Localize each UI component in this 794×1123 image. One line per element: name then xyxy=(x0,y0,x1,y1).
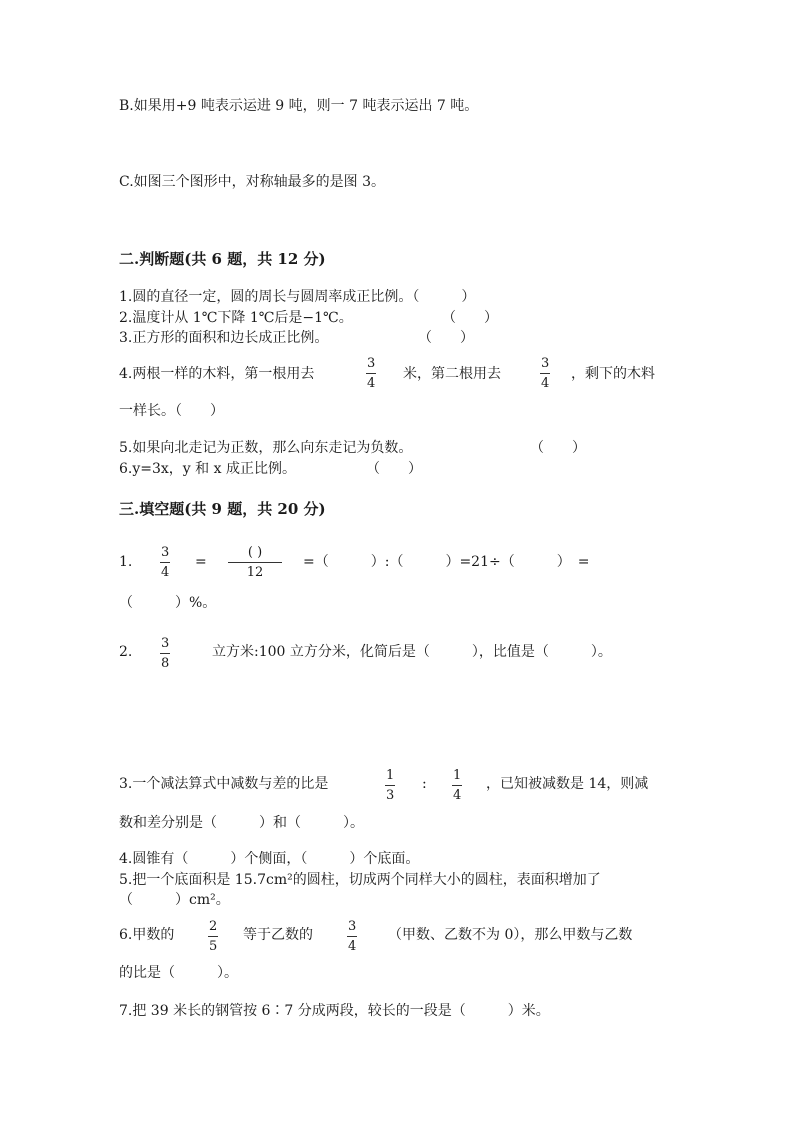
judge-item-3-text: 3.正方形的面积和边长成正比例。 xyxy=(119,330,329,346)
judge-item-3-blank: （ ） xyxy=(418,330,474,346)
fill-item-3-colon: : xyxy=(422,776,427,792)
fill-item-2-num: 2. xyxy=(119,644,133,660)
fill-item-7: 7.把 39 米长的钢管按 6∶7 分成两段，较长的一段是（ ）米。 xyxy=(119,1003,550,1019)
fraction-f1-blank: ( ) 12 xyxy=(228,545,282,580)
option-c: C.如图三个图形中，对称轴最多的是图 3。 xyxy=(119,174,386,190)
section-3-heading: 三.填空题(共 9 题，共 20 分) xyxy=(119,500,326,518)
fraction-f6-second: 3 4 xyxy=(348,919,357,954)
fill-item-4: 4.圆锥有（ ）个侧面，（ ）个底面。 xyxy=(119,851,420,867)
fill-item-1-num: 1. xyxy=(119,554,133,570)
fill-item-3-text: 3.一个减法算式中减数与差的比是 xyxy=(119,776,329,792)
fill-item-1-rest: =（ ）:（ ）=21÷（ ） = xyxy=(303,554,590,570)
judge-item-4-end: ，剩下的木料 xyxy=(571,366,655,382)
fill-item-3-cont: 数和差分别是（ ）和（ ）。 xyxy=(119,815,364,831)
fraction-f2: 3 8 xyxy=(161,636,170,671)
fill-item-6-cont: 的比是（ ）。 xyxy=(119,965,238,981)
fraction-j4-first: 3 4 xyxy=(367,356,376,391)
section-2-heading: 二.判断题(共 6 题，共 12 分) xyxy=(119,250,326,268)
judge-item-5-text: 5.如果向北走记为正数，那么向东走记为负数。 xyxy=(119,440,413,456)
fill-item-5: 5.把一个底面积是 15.7cm²的圆柱，切成两个同样大小的圆柱，表面积增加了 xyxy=(119,872,601,888)
judge-item-2-blank: （ ） xyxy=(442,310,498,326)
judge-item-6-blank: （ ） xyxy=(366,461,422,477)
fill-item-3-end: ，已知被减数是 14，则减 xyxy=(486,776,649,792)
fraction-j4-second: 3 4 xyxy=(541,356,550,391)
judge-item-5-blank: （ ） xyxy=(530,440,586,456)
option-b: B.如果用+9 吨表示运进 9 吨，则一 7 吨表示运出 7 吨。 xyxy=(119,98,479,114)
fill-item-6-end: （甲数、乙数不为 0），那么甲数与乙数 xyxy=(388,927,633,943)
judge-item-4-cont: 一样长。（ ） xyxy=(119,403,224,419)
judge-item-4-mid: 米，第二根用去 xyxy=(403,366,501,382)
fill-item-2-text: 立方米:100 立方分米，化简后是（ ），比值是（ ）。 xyxy=(212,644,612,660)
fill-item-1-cont: （ ）%。 xyxy=(119,595,217,611)
judge-item-4-text: 4.两根一样的木料，第一根用去 xyxy=(119,366,315,382)
judge-item-1: 1.圆的直径一定，圆的周长与圆周率成正比例。（ ） xyxy=(119,289,476,305)
judge-item-6-text: 6.y=3x，y 和 x 成正比例。 xyxy=(119,461,296,477)
fill-item-5-cont: （ ）cm²。 xyxy=(119,892,230,908)
fill-item-6-text: 6.甲数的 xyxy=(119,927,175,943)
judge-item-2-text: 2.温度计从 1℃下降 1℃后是−1℃。 xyxy=(119,310,353,326)
fraction-f3-right: 1 4 xyxy=(453,768,462,803)
fill-item-6-mid: 等于乙数的 xyxy=(243,927,313,943)
fraction-f3-left: 1 3 xyxy=(386,768,395,803)
fill-item-1-equals: = xyxy=(195,554,207,570)
fraction-f6-first: 2 5 xyxy=(209,919,218,954)
fraction-f1-left: 3 4 xyxy=(161,545,170,580)
